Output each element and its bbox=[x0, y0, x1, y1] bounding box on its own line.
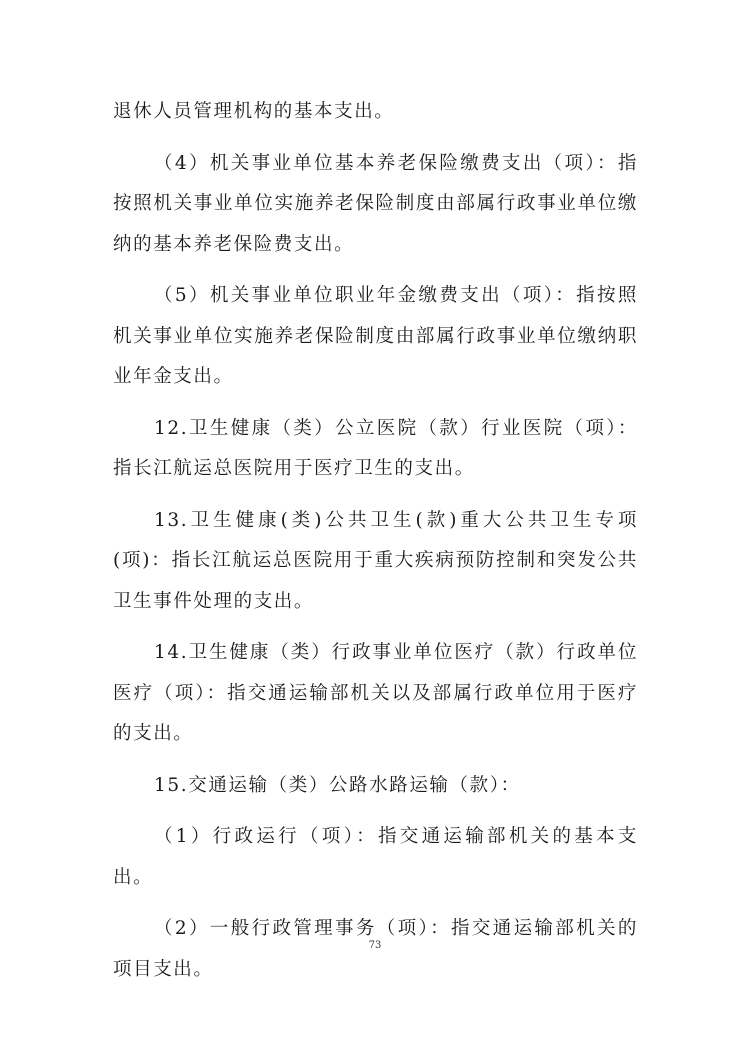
document-body bbox=[113, 92, 638, 990]
page-number: 73 bbox=[368, 940, 382, 951]
paragraph-item-2: （2）一般行政管理事务（项）：指交通运输部机关的项目支出。 bbox=[113, 918, 638, 980]
paragraph-section-15: 15.交通运输（类）公路水路运输（款）： bbox=[154, 774, 521, 796]
paragraph-section-12: 12.卫生健康（类）公立医院（款）行业医院（项）：指长江航运总医院用于医疗卫生的支出。 bbox=[113, 417, 638, 479]
paragraph-section-13: 13.卫生健康(类)公共卫生(款)重大公共卫生专项(项)：指长江航运总医院用于重大疾病预防控制和突发公共卫生事件处理的支出。 bbox=[113, 509, 638, 612]
paragraph-item-1: （1）行政运行（项）：指交通运输部机关的基本支出。 bbox=[113, 826, 638, 888]
paragraph-item-5: （5）机关事业单位职业年金缴费支出（项）：指按照机关事业单位实施养老保险制度由部属行政事业单位缴纳职业年金支出。 bbox=[113, 285, 638, 387]
paragraph-section-14: 14.卫生健康（类）行政事业单位医疗（款）行政单位医疗（项）：指交通运输部机关以及部属行政单位用于医疗的支出。 bbox=[113, 642, 638, 744]
paragraph-item-4: （4）机关事业单位基本养老保险缴费支出（项）：指按照机关事业单位实施养老保险制度由部属行政事业单位缴纳的基本养老保险费支出。 bbox=[113, 152, 638, 255]
paragraph-continuation: 退休人员管理机构的基本支出。 bbox=[113, 101, 395, 122]
